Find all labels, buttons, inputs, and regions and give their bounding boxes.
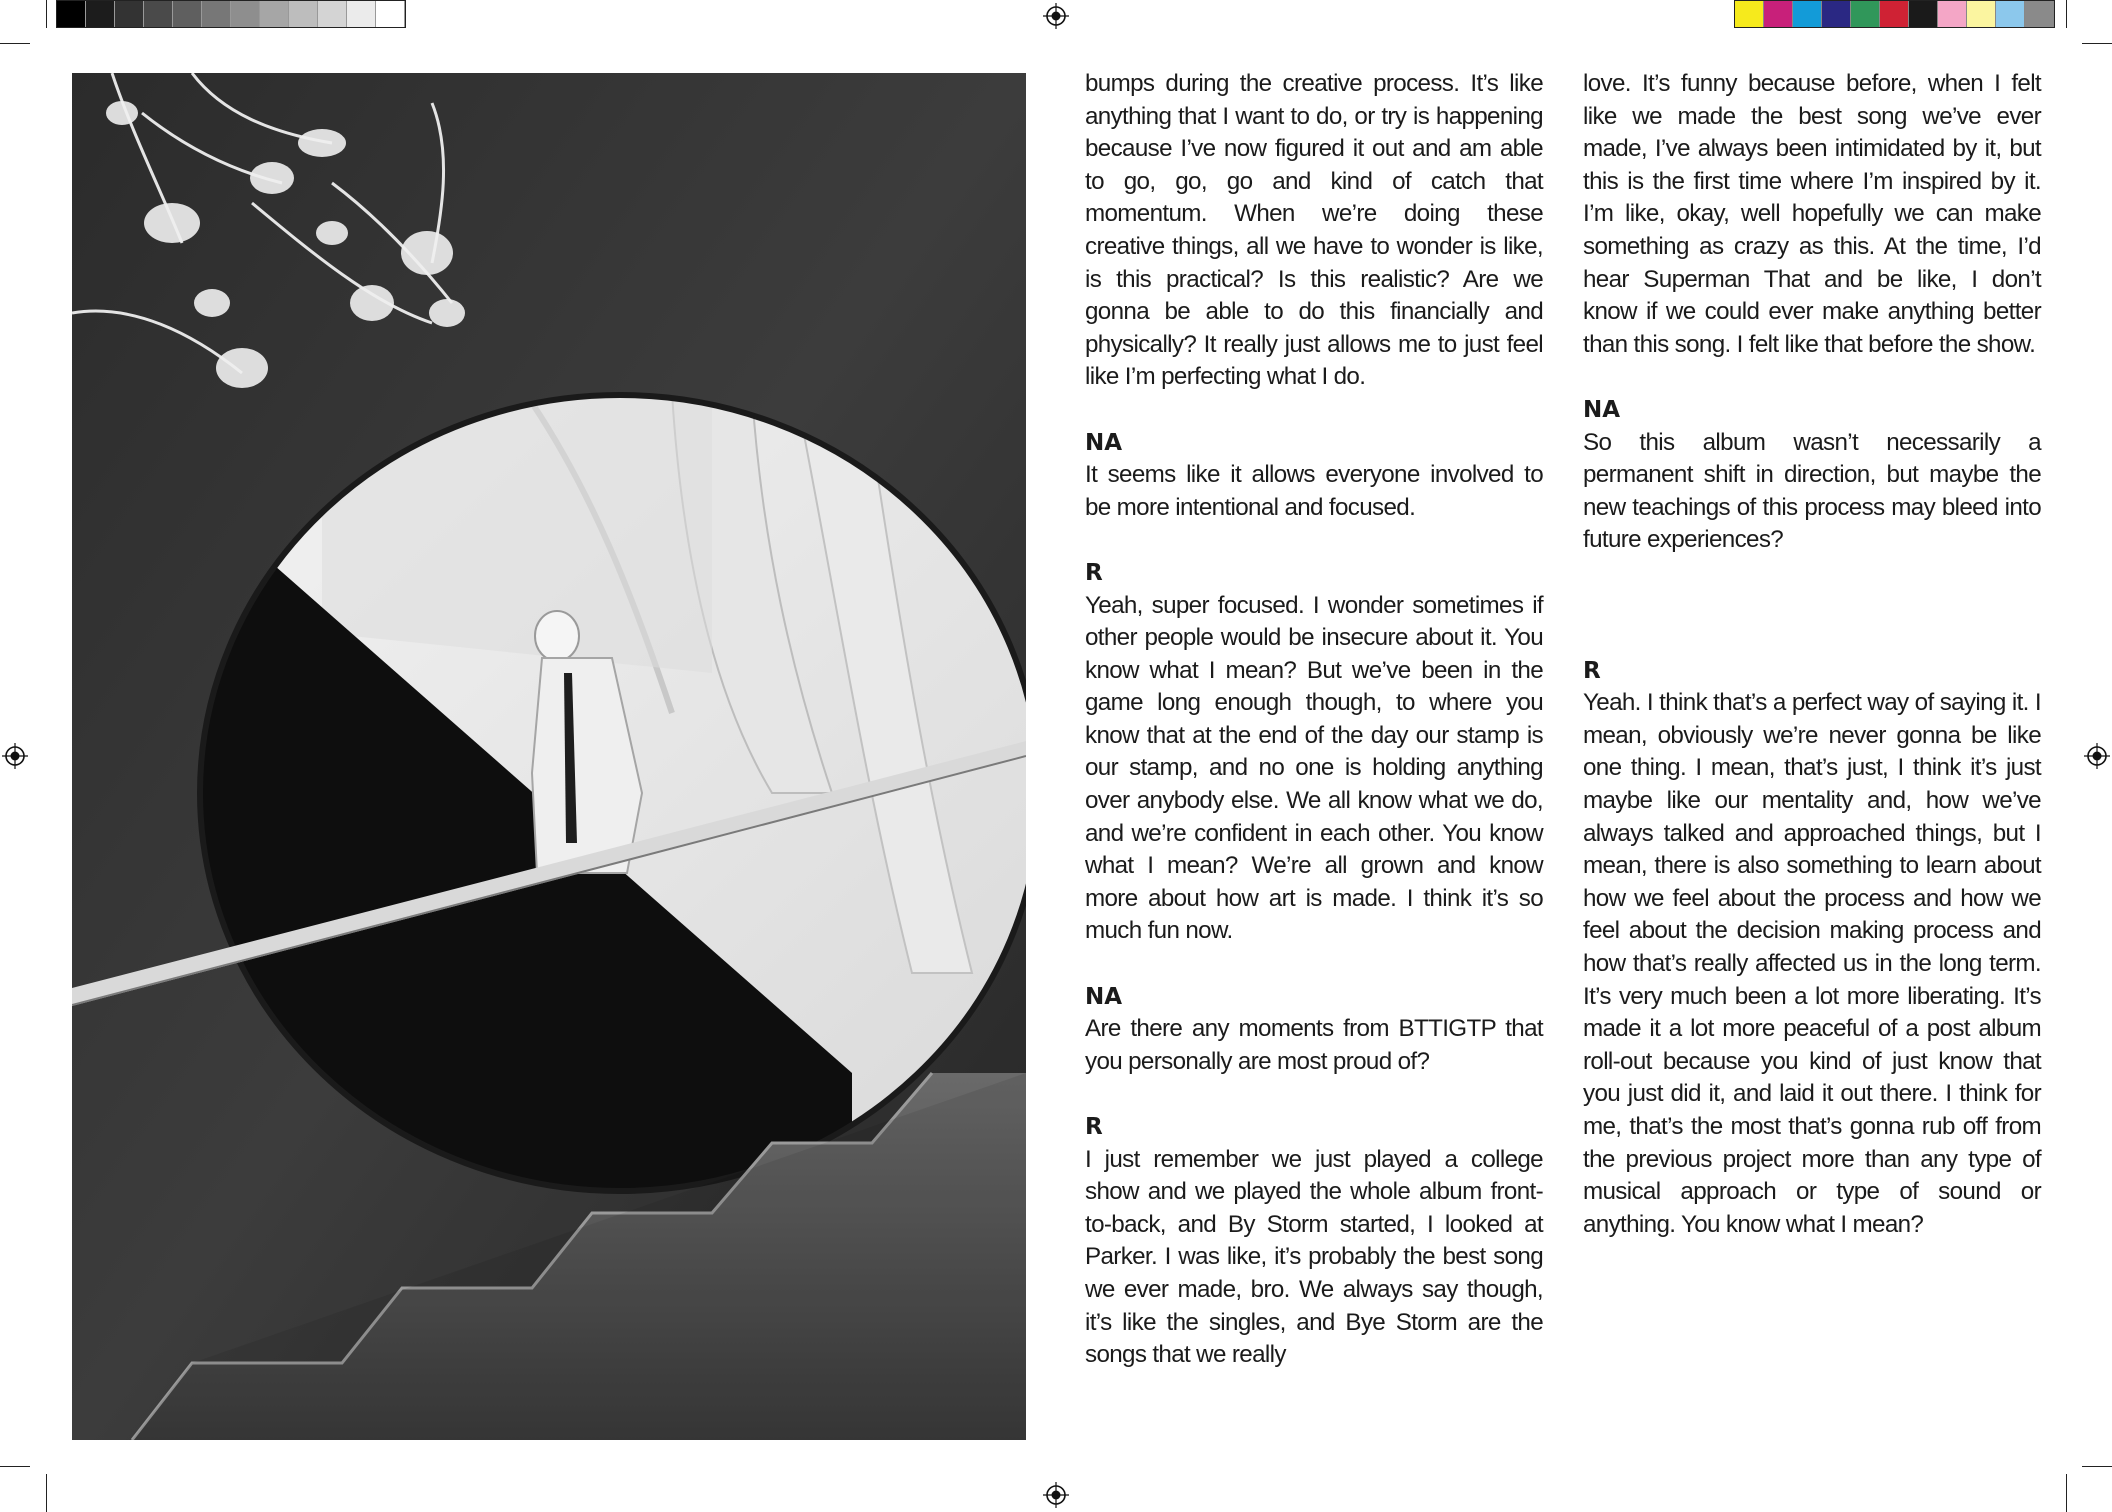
speaker-label: NA — [1085, 983, 1123, 1010]
calibration-swatch — [173, 1, 202, 27]
grayscale-calibration-bar — [56, 0, 406, 28]
registration-mark-icon — [2, 743, 28, 769]
calibration-swatch — [115, 1, 144, 27]
interview-paragraph: So this album wasn’t necessarily a permanent shift in direction, but maybe the new teachings of this process may bleed into future experiences? — [1583, 428, 2041, 554]
speaker-label: NA — [1583, 396, 1621, 423]
crop-mark — [2082, 43, 2112, 44]
interview-column-1 — [1085, 68, 1543, 1372]
calibration-swatch — [347, 1, 376, 27]
calibration-swatch — [1909, 1, 1938, 27]
speaker-label: NA — [1085, 429, 1123, 456]
calibration-swatch — [2025, 1, 2054, 27]
calibration-swatch — [86, 1, 115, 27]
calibration-swatch — [260, 1, 289, 27]
calibration-swatch — [1938, 1, 1967, 27]
interview-paragraph: It seems like it allows everyone involved to be more intentional and focused. — [1085, 461, 1543, 521]
speaker-label: R — [1085, 1114, 1103, 1140]
calibration-swatch — [144, 1, 173, 27]
calibration-swatch — [1793, 1, 1822, 27]
crop-mark — [2066, 0, 2067, 28]
interview-paragraph: Yeah, super focused. I wonder sometimes if other people would be insecure about it. You know what I mean? But we’ve been in the game long enough though, to where you know that at the end of the day our stamp is our stamp, and no one is holding anything over anybody else. We all know what we do, and we’re confident in each other. You know what I mean? We’re all grown and know more about how art is made. I think it’s so much fun now. — [1085, 591, 1543, 945]
interview-paragraph: bumps during the creative process. It’s like anything that I want to do, or try is happening because I’ve now figured it out and am able to go, go, go and kind of catch that momentum. When we’re doing these creative things, all we have to wonder is like, is this practical? Is this realistic? Are we gonna be able to do this financially and physically? It really just allows me to just feel like I’m perfecting what I do. — [1085, 70, 1543, 391]
color-calibration-bar — [1734, 0, 2055, 28]
interview-paragraph: I just remember we just played a college show and we played the whole album front-to-back, and By Storm started, I looked at Parker. I was like, it’s probably the best song we ever made, bro. We always say though, it’s like the singles, and Bye Storm are the songs that we really — [1085, 1145, 1543, 1369]
calibration-swatch — [376, 1, 405, 27]
interview-paragraph: love. It’s funny because before, when I felt like we made the best song we’ve ever made, I’ve always been intimidated by it, but this is the first time where I’m inspired by it. I’m like, okay, well hopefully we can make something as crazy as this. At the time, I’d hear Superman That and be like, I don’t know if we could ever make anything better than this song. I felt like that before the show. — [1583, 70, 2041, 358]
registration-mark-icon — [1043, 3, 1069, 29]
interview-column-2 — [1583, 68, 2041, 1241]
interview-paragraph: Are there any moments from BTTIGTP that you personally are most proud of? — [1085, 1015, 1543, 1075]
calibration-swatch — [202, 1, 231, 27]
calibration-swatch — [318, 1, 347, 27]
calibration-swatch — [1822, 1, 1851, 27]
calibration-swatch — [1851, 1, 1880, 27]
calibration-swatch — [1880, 1, 1909, 27]
inverted-photo-icon — [72, 73, 1026, 1440]
calibration-swatch — [1735, 1, 1764, 27]
calibration-swatch — [289, 1, 318, 27]
crop-mark — [0, 1466, 30, 1467]
calibration-swatch — [231, 1, 260, 27]
speaker-label: R — [1085, 559, 1103, 586]
speaker-label: R — [1583, 657, 1601, 684]
crop-mark — [0, 43, 30, 44]
crop-mark — [2082, 1466, 2112, 1467]
crop-mark — [46, 1474, 47, 1512]
calibration-swatch — [57, 1, 86, 27]
interview-paragraph: Yeah. I think that’s a perfect way of saying it. I mean, obviously we’re never gonna be like one thing. I mean, that’s just, I think it’s just maybe like our mentality and, how we’ve always talked and approached things, but I mean, there is also something to learn about how we feel about the process and how we feel about the decision making process and how that’s really affected us in the long term. It’s very much been a lot more liberating. It’s made it a lot more peaceful of a post album roll-out because you kind of just know that you just did it, and laid it out there. I think for me, that’s the most that’s gonna rub off from the previous project more than any type of musical approach or type of sound or anything. You know what I mean? — [1583, 689, 2041, 1238]
calibration-swatch — [1764, 1, 1793, 27]
crop-mark — [2066, 1474, 2067, 1512]
calibration-swatch — [1996, 1, 2025, 27]
calibration-swatch — [1967, 1, 1996, 27]
registration-mark-icon — [2084, 743, 2110, 769]
crop-mark — [46, 0, 47, 28]
registration-mark-icon — [1043, 1482, 1069, 1508]
